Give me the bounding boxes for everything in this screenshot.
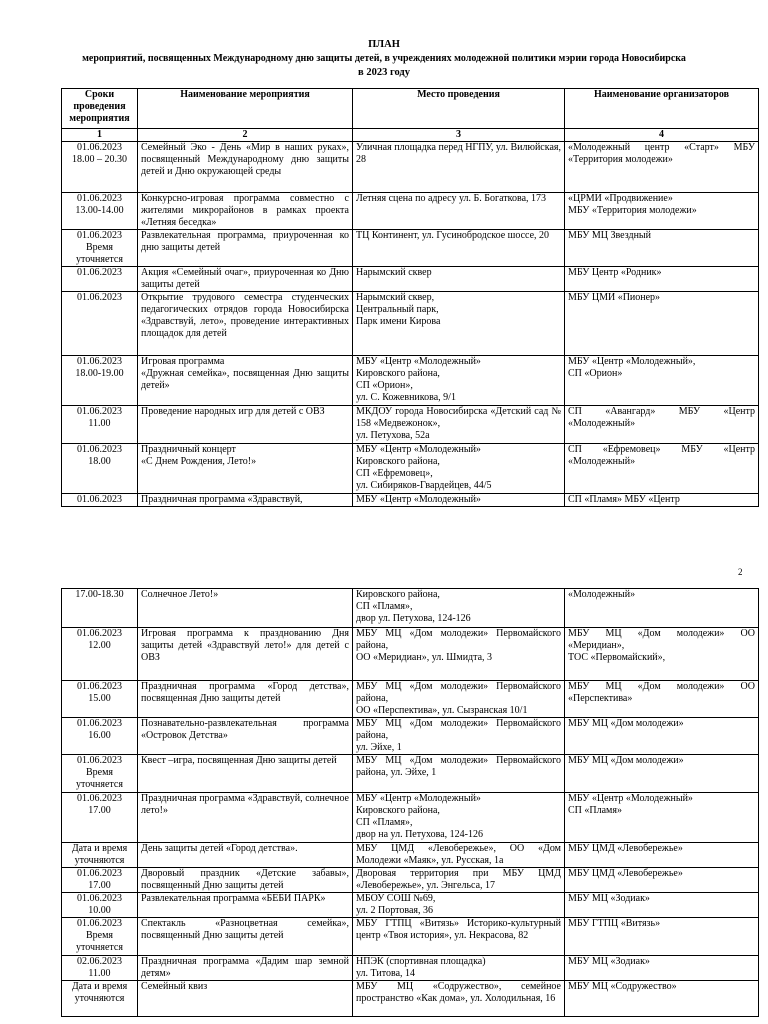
event-name-cell: Праздничная программа «Город детства», посвященная Дню защиты детей — [138, 681, 353, 718]
table-row — [62, 628, 759, 681]
place-cell: МБУ ЦМД «Левобережье», ОО «Дом Молодежи «Маяк», ул. Русская, 1а — [353, 843, 565, 868]
table-row — [62, 956, 759, 981]
place-cell: ТЦ Континент, ул. Гусинобродское шоссе, 20 — [353, 230, 565, 267]
table-row — [62, 793, 759, 843]
event-name-cell: Открытие трудового семестра студенческих педагогических отрядов города Новосибирска «Здравствуй, лето», проведение интерактивных площадок для детей — [138, 292, 353, 356]
table-row — [62, 718, 759, 755]
date-cell: 01.06.2023 Время уточняется — [62, 230, 138, 267]
place-cell: Кировского района, СП «Пламя», двор ул. Петухова, 124-126 — [353, 589, 565, 628]
organizer-cell: «Молодежный центр «Старт» МБУ «Территория молодежи» — [565, 142, 759, 193]
event-name-cell: Семейный Эко - День «Мир в наших руках», посвященный Международному дню защиты детей и Дню окружающей среды — [138, 142, 353, 193]
place-cell: МБУ МЦ «Дом молодежи» Первомайского района, ОО «Перспектива», ул. Сызранская 10/1 — [353, 681, 565, 718]
organizer-cell: МБУ МЦ «Зодиак» — [565, 956, 759, 981]
header-place: Место проведения — [353, 89, 565, 129]
table-row — [62, 981, 759, 1017]
table-row — [62, 681, 759, 718]
title-line-2: мероприятий, посвященных Международному дню защиты детей, в учреждениях молодежной политики мэрии города Новосибирска — [82, 53, 686, 64]
date-cell: 01.06.2023 — [62, 267, 138, 292]
date-cell: 01.06.2023 13.00-14.00 — [62, 193, 138, 230]
organizer-cell: МБУ МЦ «Дом молодежи» — [565, 718, 759, 755]
date-cell: 17.00-18.30 — [62, 589, 138, 628]
plan-table-page-2 — [61, 588, 759, 1017]
organizer-cell: СП «Авангард» МБУ «Центр «Молодежный» — [565, 406, 759, 444]
organizer-cell: МБУ МЦ Звездный — [565, 230, 759, 267]
organizer-cell: «ЦРМИ «Продвижение» МБУ «Территория молодежи» — [565, 193, 759, 230]
date-cell: 01.06.2023 18.00-19.00 — [62, 356, 138, 406]
event-name-cell: Развлекательная программа «БЕБИ ПАРК» — [138, 893, 353, 918]
organizer-cell: МБУ ГТПЦ «Витязь» — [565, 918, 759, 956]
table-row — [62, 918, 759, 956]
organizer-cell: МБУ ЦМИ «Пионер» — [565, 292, 759, 356]
header-organizers: Наименование организаторов — [565, 89, 759, 129]
event-name-cell: День защиты детей «Город детства». — [138, 843, 353, 868]
organizer-cell: МБУ МЦ «Содружество» — [565, 981, 759, 1017]
place-cell: МБУ МЦ «Дом молодежи» Первомайского района, ул. Эйхе, 1 — [353, 718, 565, 755]
header-row — [62, 89, 759, 129]
table-row — [62, 893, 759, 918]
event-name-cell: Праздничная программа «Дадим шар земной детям» — [138, 956, 353, 981]
place-cell: НПЭК (спортивная площадка) ул. Титова, 14 — [353, 956, 565, 981]
date-cell: Дата и время уточняются — [62, 981, 138, 1017]
date-cell: Дата и время уточняются — [62, 843, 138, 868]
table-row — [62, 868, 759, 893]
organizer-cell: МБУ ЦМД «Левобережье» — [565, 868, 759, 893]
col-number: 2 — [138, 129, 353, 142]
date-cell: 01.06.2023 15.00 — [62, 681, 138, 718]
page2-body — [62, 589, 759, 1017]
event-name-cell: Конкурсно-игровая программа совместно с жителями микрорайонов в рамках проекта «Летняя беседка» — [138, 193, 353, 230]
col-number: 1 — [62, 129, 138, 142]
event-name-cell: Игровая программа «Дружная семейка», посвященная Дню защиты детей» — [138, 356, 353, 406]
place-cell: МБУ «Центр «Молодежный» Кировского района, СП «Орион», ул. С. Кожевникова, 9/1 — [353, 356, 565, 406]
event-name-cell: Праздничный концерт «С Днем Рождения, Лето!» — [138, 444, 353, 494]
date-cell: 01.06.2023 12.00 — [62, 628, 138, 681]
place-cell: МБУ МЦ «Дом молодежи» Первомайского района, ОО «Меридиан», ул. Шмидта, 3 — [353, 628, 565, 681]
column-number-row — [62, 129, 759, 142]
place-cell: Уличная площадка перед НГПУ, ул. Вилюйская, 28 — [353, 142, 565, 193]
date-cell: 01.06.2023 Время уточняется — [62, 918, 138, 956]
date-cell: 01.06.2023 17.00 — [62, 793, 138, 843]
table-row — [62, 843, 759, 868]
title-line-3: в 2023 году — [358, 67, 410, 78]
plan-table-page-1 — [61, 88, 759, 507]
table-row — [62, 444, 759, 494]
organizer-cell: СП «Пламя» МБУ «Центр — [565, 494, 759, 507]
event-name-cell: Акция «Семейный очаг», приуроченная ко Дню защиты детей — [138, 267, 353, 292]
place-cell: Нарымский сквер — [353, 267, 565, 292]
date-cell: 01.06.2023 18.00 – 20.30 — [62, 142, 138, 193]
event-name-cell: Праздничная программа «Здравствуй, — [138, 494, 353, 507]
organizer-cell: СП «Ефремовец» МБУ «Центр «Молодежный» — [565, 444, 759, 494]
event-name-cell: Дворовый праздник «Детские забавы», посвященный Дню защиты детей — [138, 868, 353, 893]
event-name-cell: Семейный квиз — [138, 981, 353, 1017]
event-name-cell: Праздничная программа «Здравствуй, солнечное лето!» — [138, 793, 353, 843]
header-event: Наименование мероприятия — [138, 89, 353, 129]
table-row — [62, 193, 759, 230]
event-name-cell: Игровая программа к празднованию Дня защиты детей «Здравствуй лето!» для детей с ОВЗ — [138, 628, 353, 681]
date-cell: 01.06.2023 10.00 — [62, 893, 138, 918]
table-row — [62, 755, 759, 793]
table-row — [62, 230, 759, 267]
place-cell: Дворовая территория при МБУ ЦМД «Левобережье», ул. Энгельса, 17 — [353, 868, 565, 893]
organizer-cell: МБУ Центр «Родник» — [565, 267, 759, 292]
title-line-1: ПЛАН — [368, 39, 400, 50]
organizer-cell: «Молодежный» — [565, 589, 759, 628]
date-cell: 01.06.2023 Время уточняется — [62, 755, 138, 793]
event-name-cell: Спектакль «Разноцветная семейка», посвященный Дню защиты детей — [138, 918, 353, 956]
place-cell: Летняя сцена по адресу ул. Б. Богаткова, 173 — [353, 193, 565, 230]
date-cell: 01.06.2023 18.00 — [62, 444, 138, 494]
place-cell: МБУ МЦ «Содружество», семейное пространство «Как дома», ул. Холодильная, 16 — [353, 981, 565, 1017]
table-row — [62, 356, 759, 406]
page1-body — [62, 142, 759, 507]
place-cell: МБОУ СОШ №69, ул. 2 Портовая, 36 — [353, 893, 565, 918]
organizer-cell: МБУ МЦ «Дом молодежи» ОО «Меридиан», ТОС «Первомайский», — [565, 628, 759, 681]
date-cell: 01.06.2023 — [62, 292, 138, 356]
date-cell: 02.06.2023 11.00 — [62, 956, 138, 981]
event-name-cell: Познавательно-развлекательная программа «Островок Детства» — [138, 718, 353, 755]
place-cell: МБУ «Центр «Молодежный» Кировского района, СП «Пламя», двор на ул. Петухова, 124-126 — [353, 793, 565, 843]
event-name-cell: Проведение народных игр для детей с ОВЗ — [138, 406, 353, 444]
table-row — [62, 494, 759, 507]
place-cell: МКДОУ города Новосибирска «Детский сад № 158 «Медвежонок», ул. Петухова, 52а — [353, 406, 565, 444]
organizer-cell: МБУ ЦМД «Левобережье» — [565, 843, 759, 868]
col-number: 4 — [565, 129, 759, 142]
organizer-cell: МБУ «Центр «Молодежный» СП «Пламя» — [565, 793, 759, 843]
event-name-cell: Развлекательная программа, приуроченная ко дню защиты детей — [138, 230, 353, 267]
table-row — [62, 406, 759, 444]
place-cell: МБУ «Центр «Молодежный» — [353, 494, 565, 507]
table-row — [62, 142, 759, 193]
col-number: 3 — [353, 129, 565, 142]
organizer-cell: МБУ МЦ «Зодиак» — [565, 893, 759, 918]
place-cell: МБУ ГТПЦ «Витязь» Историко-культурный центр «Твоя история», ул. Некрасова, 82 — [353, 918, 565, 956]
table-row — [62, 292, 759, 356]
date-cell: 01.06.2023 11.00 — [62, 406, 138, 444]
table-row — [62, 589, 759, 628]
place-cell: Нарымский сквер, Центральный парк, Парк имени Кирова — [353, 292, 565, 356]
header-dates: Сроки проведения мероприятия — [62, 89, 138, 129]
organizer-cell: МБУ «Центр «Молодежный», СП «Орион» — [565, 356, 759, 406]
date-cell: 01.06.2023 17.00 — [62, 868, 138, 893]
place-cell: МБУ МЦ «Дом молодежи» Первомайского района, ул. Эйхе, 1 — [353, 755, 565, 793]
organizer-cell: МБУ МЦ «Дом молодежи» ОО «Перспектива» — [565, 681, 759, 718]
event-name-cell: Солнечное Лето!» — [138, 589, 353, 628]
place-cell: МБУ «Центр «Молодежный» Кировского района, СП «Ефремовец», ул. Сибиряков-Гвардейцев, 44/5 — [353, 444, 565, 494]
organizer-cell: МБУ МЦ «Дом молодежи» — [565, 755, 759, 793]
date-cell: 01.06.2023 — [62, 494, 138, 507]
date-cell: 01.06.2023 16.00 — [62, 718, 138, 755]
event-name-cell: Квест –игра, посвященная Дню защиты детей — [138, 755, 353, 793]
page-number: 2 — [738, 567, 743, 577]
table-row — [62, 267, 759, 292]
